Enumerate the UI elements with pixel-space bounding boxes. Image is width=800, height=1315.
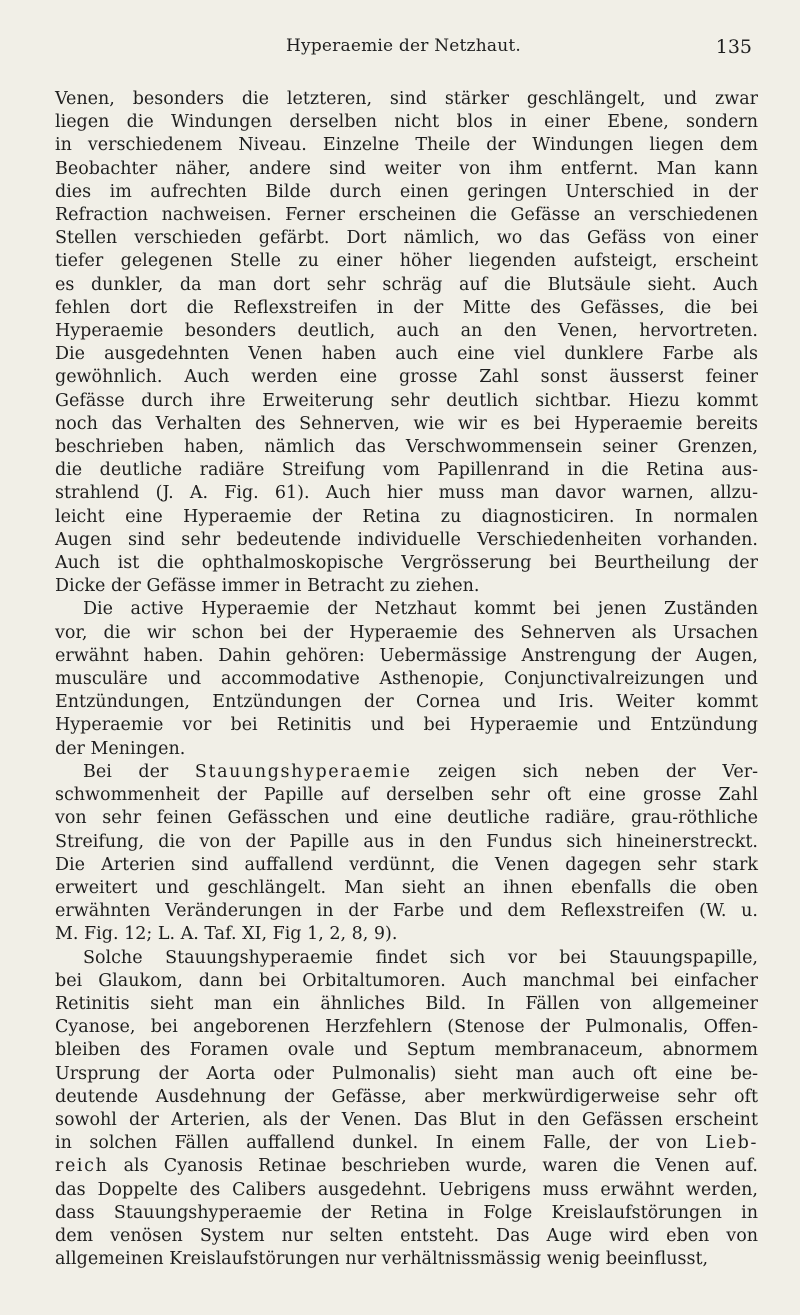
text-line: Streifung, die von der Papille aus in den Fundus sich hineinerstreckt. bbox=[55, 831, 758, 852]
text-line: dass Stauungshyperaemie der Retina in Folge Kreislaufstörungen in bbox=[55, 1202, 758, 1223]
text-line: Die Arterien sind auffallend verdünnt, die Venen dagegen sehr stark bbox=[55, 854, 758, 875]
text-line: leicht eine Hyperaemie der Retina zu diagnosticiren. In normalen bbox=[55, 506, 758, 527]
text-line: von sehr feinen Gefässchen und eine deutliche radiäre, grau-röthliche bbox=[55, 808, 758, 829]
paragraph-4 bbox=[55, 947, 758, 1272]
text-line: gewöhnlich. Auch werden eine grosse Zahl sonst äusserst feiner bbox=[55, 367, 758, 388]
text-line: dem venösen System nur selten entsteht. Das Auge wird eben von bbox=[55, 1225, 758, 1246]
spaced-name: Lieb- bbox=[705, 1133, 758, 1154]
text-line: Retinitis sieht man ein ähnliches Bild. In Fällen von allgemeiner bbox=[55, 993, 758, 1014]
text-line: Augen sind sehr bedeutende individuelle Verschiedenheiten vorhanden. bbox=[55, 529, 758, 550]
text-line: Hyperaemie besonders deutlich, auch an den Venen, hervortreten. bbox=[55, 321, 758, 342]
text-line: vor, die wir schon bei der Hyperaemie des Sehnerven als Ursachen bbox=[55, 622, 758, 643]
text-line: erweitert und geschlängelt. Man sieht an ihnen ebenfalls die oben bbox=[55, 877, 758, 898]
paragraph-1 bbox=[55, 88, 758, 598]
paragraph-3 bbox=[55, 761, 758, 947]
text-line: erwähnten Veränderungen in der Farbe und dem Reflexstreifen (W. u. bbox=[55, 901, 758, 922]
text-line: M. Fig. 12; L. A. Taf. XI, Fig 1, 2, 8, 9). bbox=[55, 924, 398, 945]
text-line: bei Glaukom, dann bei Orbitaltumoren. Auch manchmal bei einfacher bbox=[55, 970, 758, 991]
text-line: Solche Stauungshyperaemie findet sich vor bei Stauungspapille, bbox=[83, 947, 758, 968]
text-line: Auch ist die ophthalmoskopische Vergrösserung bei Beurtheilung der bbox=[55, 553, 758, 574]
text-line: Gefässe durch ihre Erweiterung sehr deutlich sichtbar. Hiezu kommt bbox=[55, 390, 758, 411]
text-line: das Doppelte des Calibers ausgedehnt. Uebrigens muss erwähnt werden, bbox=[55, 1179, 758, 1200]
text-line: es dunkler, da man dort sehr schräg auf die Blutsäule sieht. Auch bbox=[55, 274, 758, 295]
spaced-name: reich bbox=[55, 1156, 109, 1177]
text-line: der Meningen. bbox=[55, 738, 186, 759]
text-span: zeigen sich neben der Ver- bbox=[411, 761, 759, 782]
text-line: die deutliche radiäre Streifung vom Papillenrand in die Retina aus- bbox=[55, 460, 758, 481]
text-line: sowohl der Arterien, als der Venen. Das Blut in den Gefässen erscheint bbox=[55, 1109, 758, 1130]
text-line: Dicke der Gefässe immer in Betracht zu ziehen. bbox=[55, 576, 480, 597]
text-span: Bei der bbox=[83, 761, 195, 782]
paragraph-2 bbox=[55, 598, 758, 760]
text-line: deutende Ausdehnung der Gefässe, aber merkwürdigerweise sehr oft bbox=[55, 1086, 758, 1107]
text-line: erwähnt haben. Dahin gehören: Uebermässige Anstrengung der Augen, bbox=[55, 645, 758, 666]
text-line bbox=[55, 1132, 758, 1155]
text-line: liegen die Windungen derselben nicht blos in einer Ebene, sondern bbox=[55, 112, 758, 133]
text-line: musculäre und accommodative Asthenopie, Conjunctivalreizungen und bbox=[55, 669, 758, 690]
text-line: Cyanose, bei angeborenen Herzfehlern (Stenose der Pulmonalis, Offen- bbox=[55, 1017, 758, 1038]
text-line: Entzündungen, Entzündungen der Cornea und Iris. Weiter kommt bbox=[55, 692, 758, 713]
text-line: Die active Hyperaemie der Netzhaut kommt bei jenen Zuständen bbox=[83, 599, 758, 620]
spaced-term: Stauungshyperaemie bbox=[194, 761, 412, 782]
text-line: Venen, besonders die letzteren, sind stärker geschlängelt, und zwar bbox=[55, 89, 758, 109]
text-line: tiefer gelegenen Stelle zu einer höher liegenden aufsteigt, erscheint bbox=[55, 251, 758, 272]
text-line: Beobachter näher, andere sind weiter von ihm entfernt. Man kann bbox=[55, 158, 758, 179]
text-line bbox=[55, 761, 758, 784]
text-line: Refraction nachweisen. Ferner erscheinen die Gefässe an verschiedenen bbox=[55, 205, 758, 226]
text-span: als Cyanosis Retinae beschrieben wurde, waren die Venen auf. bbox=[108, 1156, 758, 1177]
text-line bbox=[55, 1155, 758, 1178]
text-line: beschrieben haben, nämlich das Verschwommensein seiner Grenzen, bbox=[55, 437, 758, 458]
text-line: noch das Verhalten des Sehnerven, wie wir es bei Hyperaemie bereits bbox=[55, 413, 758, 434]
text-line: Ursprung der Aorta oder Pulmonalis) sieht man auch oft eine be- bbox=[55, 1063, 758, 1084]
page-number: 135 bbox=[715, 36, 752, 58]
text-line: strahlend (J. A. Fig. 61). Auch hier muss man davor warnen, allzu- bbox=[55, 483, 758, 504]
text-line: dies im aufrechten Bilde durch einen geringen Unterschied in der bbox=[55, 181, 758, 202]
body-text bbox=[55, 88, 758, 1271]
text-line: Stellen verschieden gefärbt. Dort nämlich, wo das Gefäss von einer bbox=[55, 228, 758, 249]
text-line: Die ausgedehnten Venen haben auch eine viel dunklere Farbe als bbox=[55, 344, 758, 365]
text-line: schwommenheit der Papille auf derselben sehr oft eine grosse Zahl bbox=[55, 785, 758, 806]
page-header bbox=[55, 36, 752, 64]
text-line: fehlen dort die Reflexstreifen in der Mitte des Gefässes, die bei bbox=[55, 297, 758, 318]
text-line: bleiben des Foramen ovale und Septum membranaceum, abnormem bbox=[55, 1040, 758, 1061]
text-span: in solchen Fällen auffallend dunkel. In einem Falle, der von bbox=[55, 1133, 688, 1154]
text-line: allgemeinen Kreislaufstörungen nur verhältnissmässig wenig beeinflusst, bbox=[55, 1249, 709, 1270]
running-head: Hyperaemie der Netzhaut. bbox=[286, 36, 521, 56]
text-line: in verschiedenem Niveau. Einzelne Theile der Windungen liegen dem bbox=[55, 135, 758, 156]
text-line: Hyperaemie vor bei Retinitis und bei Hyperaemie und Entzündung bbox=[55, 715, 758, 736]
